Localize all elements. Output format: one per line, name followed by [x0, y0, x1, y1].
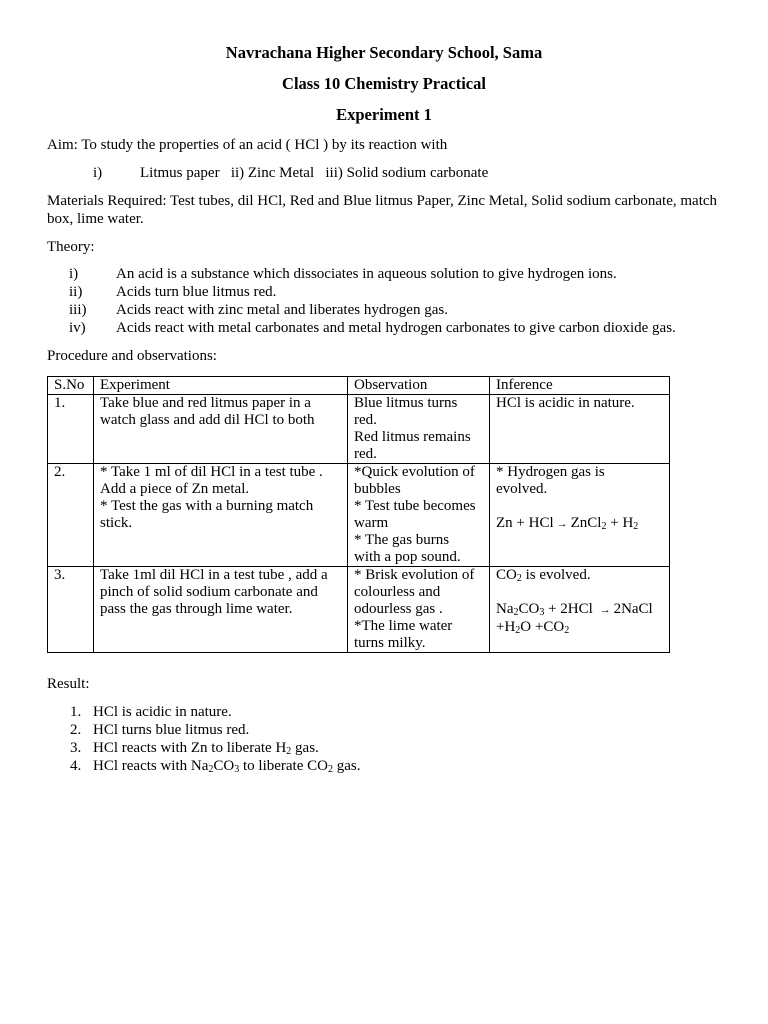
cell-sno: 2. — [48, 464, 94, 567]
cell-line: * The gas burns — [354, 532, 450, 548]
cell-line: Red litmus remains — [354, 429, 471, 445]
theory-point-number: iv) — [69, 320, 86, 336]
cell-line: * Take 1 ml of dil HCl in a test tube . — [100, 464, 323, 480]
cell-experiment — [94, 464, 348, 567]
cell-line: with a pop sound. — [354, 549, 461, 565]
result-text: CO — [213, 758, 235, 774]
result-number: 2. — [70, 722, 82, 738]
subscript: 3 — [234, 764, 240, 775]
result-item — [70, 757, 360, 775]
table-row — [48, 567, 670, 653]
cell-inference — [490, 567, 670, 653]
result-text: gas. — [291, 740, 319, 756]
aim-item-number: i) — [93, 165, 103, 181]
cell-inference — [490, 464, 670, 567]
subscript: 2 — [286, 746, 292, 757]
subscript: 2 — [515, 625, 521, 636]
cell-line: bubbles — [354, 481, 401, 497]
formula-text: O +CO — [520, 619, 565, 635]
result-number: 1. — [70, 704, 82, 720]
theory-point — [69, 301, 676, 319]
cell-experiment — [94, 395, 348, 464]
theory-point-number: i) — [69, 266, 79, 282]
aim-items — [93, 164, 488, 182]
cell-experiment — [94, 567, 348, 653]
result-list — [70, 703, 360, 775]
result-number: 4. — [70, 758, 82, 774]
result-text: gas. — [332, 758, 361, 774]
theory-point — [69, 265, 676, 283]
cell-line: *The lime water — [354, 618, 453, 634]
cell-line: Take 1ml dil HCl in a test tube , add a — [100, 567, 328, 583]
result-item — [70, 703, 360, 721]
school-name: Navrachana Higher Secondary School, Sama — [225, 43, 543, 62]
column-header-sno: S.No — [48, 377, 94, 395]
formula-text: CO — [496, 567, 517, 583]
cell-line: stick. — [100, 515, 133, 531]
subscript: 2 — [601, 521, 607, 532]
cell-line: pass the gas through lime water. — [100, 601, 293, 617]
result-text: HCl is acidic in nature. — [93, 704, 232, 720]
inference-co2 — [496, 567, 663, 584]
cell-line: Add a piece of Zn metal. — [100, 481, 250, 497]
cell-observation — [348, 464, 490, 567]
cell-line: red. — [354, 446, 377, 462]
theory-point-text: An acid is a substance which dissociates in aqueous solution to give hydrogen ions. — [116, 266, 617, 282]
table-row — [48, 464, 670, 567]
cell-line: warm — [354, 515, 389, 531]
reaction-arrow-icon: → — [556, 518, 568, 530]
result-item — [70, 721, 360, 739]
result-text: to liberate CO — [239, 758, 328, 774]
result-item — [70, 739, 360, 757]
theory-point — [69, 319, 676, 337]
table-row — [48, 395, 670, 464]
cell-observation — [348, 567, 490, 653]
equation-reactants: Zn + HCl — [496, 515, 554, 531]
formula-text: Na — [496, 601, 514, 617]
cell-line: turns milky. — [354, 635, 426, 651]
column-header-inference: Inference — [490, 377, 670, 395]
equation-product: ZnCl — [570, 515, 602, 531]
cell-line: red. — [354, 412, 377, 428]
cell-line: colourless and — [354, 584, 441, 600]
table-header-row — [48, 377, 670, 395]
result-text: HCl reacts with Zn to liberate H — [93, 740, 287, 756]
procedure-label: Procedure and observations: — [47, 348, 217, 364]
theory-point — [69, 283, 676, 301]
aim-text: Aim: To study the properties of an acid ( HCl ) by its reaction with — [47, 137, 448, 153]
theory-point-number: iii) — [69, 302, 87, 318]
result-text: HCl turns blue litmus red. — [93, 722, 250, 738]
cell-line: *Quick evolution of — [354, 464, 475, 480]
theory-point-text: Acids turn blue litmus red. — [116, 284, 277, 300]
cell-line: * Brisk evolution of — [354, 567, 475, 583]
cell-sno: 1. — [48, 395, 94, 464]
cell-line: Blue litmus turns — [354, 395, 458, 411]
cell-line: Take blue and red litmus paper in a — [100, 395, 311, 411]
subscript: 3 — [539, 607, 545, 618]
cell-line: * Test the gas with a burning match — [100, 498, 314, 514]
theory-point-text: Acids react with zinc metal and liberates hydrogen gas. — [116, 302, 448, 318]
reaction-equation — [496, 515, 663, 533]
theory-point-number: ii) — [69, 284, 83, 300]
cell-line: * Hydrogen gas is — [496, 464, 605, 480]
reaction-equation-cont — [496, 619, 663, 636]
reaction-arrow-icon: → — [599, 604, 611, 616]
formula-text: 2NaCl — [613, 601, 653, 617]
formula-text: CO — [518, 601, 540, 617]
subscript: 2 — [633, 521, 639, 532]
aim-item-list: Litmus paper ii) Zinc Metal iii) Solid sodium carbonate — [140, 165, 489, 181]
equation-product: + H — [606, 515, 634, 531]
cell-line: * Test tube becomes — [354, 498, 476, 514]
experiment-title: Experiment 1 — [336, 105, 432, 124]
cell-inference: HCl is acidic in nature. — [490, 395, 670, 464]
theory-label: Theory: — [47, 239, 95, 255]
cell-line: pinch of solid sodium carbonate and — [100, 584, 318, 600]
class-title: Class 10 Chemistry Practical — [282, 74, 486, 93]
subscript: 2 — [516, 573, 522, 584]
cell-line: evolved. — [496, 481, 548, 497]
subscript: 2 — [513, 607, 519, 618]
observation-table — [47, 376, 670, 653]
result-text: HCl reacts with Na — [93, 758, 209, 774]
formula-text: +H — [496, 619, 516, 635]
materials-required: Materials Required: Test tubes, dil HCl, Red and Blue litmus Paper, Zinc Metal, Solid sodium carbonate, match box, lime water. — [47, 193, 718, 227]
result-label: Result: — [47, 676, 90, 692]
column-header-observation: Observation — [348, 377, 490, 395]
result-number: 3. — [70, 740, 82, 756]
theory-point-text: Acids react with metal carbonates and metal hydrogen carbonates to give carbon dioxide gas. — [116, 320, 676, 336]
subscript: 2 — [564, 625, 570, 636]
formula-text: + 2HCl — [544, 601, 597, 617]
theory-list — [69, 265, 676, 337]
column-header-experiment: Experiment — [94, 377, 348, 395]
cell-line: odourless gas . — [354, 601, 443, 617]
cell-line: watch glass and add dil HCl to both — [100, 412, 315, 428]
formula-text: is evolved. — [521, 567, 591, 583]
cell-observation — [348, 395, 490, 464]
reaction-equation — [496, 601, 663, 619]
subscript: 2 — [208, 764, 214, 775]
cell-sno: 3. — [48, 567, 94, 653]
subscript: 2 — [327, 764, 333, 775]
